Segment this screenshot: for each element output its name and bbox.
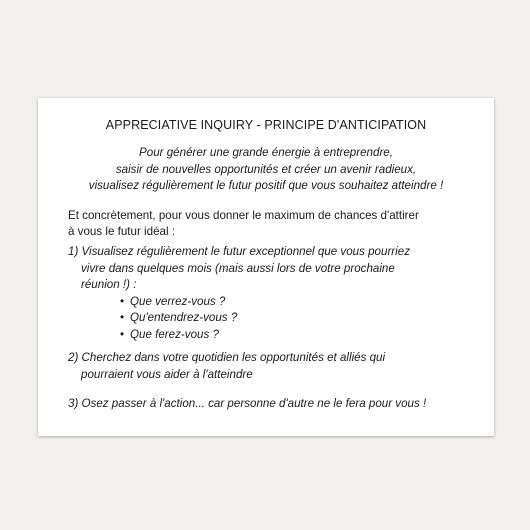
- question-item: [120, 294, 410, 311]
- question-text: Qu'entendrez-vous ?: [130, 311, 238, 324]
- lead-line: à vous le futur idéal :: [68, 224, 175, 238]
- step-3: [68, 396, 426, 413]
- question-item: [120, 310, 410, 327]
- intro-line: Pour générer une grande énergie à entreprendre,: [139, 146, 393, 159]
- lead-line: Et concrètement, pour vous donner le maximum de chances d'attirer: [68, 209, 419, 222]
- intro-line: visualisez régulièrement le futur positif que vous souhaitez atteindre !: [88, 179, 444, 192]
- bullet-icon: •: [120, 294, 125, 308]
- step-1-line: réunion !) :: [81, 278, 137, 291]
- question-item: [120, 327, 410, 344]
- question-text: Que ferez-vous ?: [130, 327, 219, 341]
- step-2: [68, 350, 385, 383]
- bullet-icon: •: [120, 327, 125, 341]
- step-2-line: 2) Cherchez dans votre quotidien les opportunités et alliés qui: [68, 351, 386, 364]
- step-3-line: 3) Osez passer à l'action... car personne d'autre ne le fera pour vous !: [68, 397, 427, 410]
- step-2-line: pourraient vous aider à l'atteindre: [81, 367, 253, 381]
- question-text: Que verrez-vous ?: [130, 294, 226, 308]
- card-title: APPRECIATIVE INQUIRY - PRINCIPE D'ANTICIPATION: [105, 118, 427, 132]
- step-1-line: vivre dans quelques mois (mais aussi lors de votre prochaine: [81, 261, 395, 275]
- lead-paragraph: [68, 208, 419, 239]
- postcard: [38, 98, 494, 436]
- step-1: [68, 244, 410, 343]
- intro-text: [38, 145, 494, 195]
- step-1-line: 1) Visualisez régulièrement le futur exceptionnel que vous pourriez: [68, 245, 410, 258]
- bullet-icon: •: [120, 311, 125, 324]
- intro-line: saisir de nouvelles opportunités et créer un avenir radieux,: [115, 162, 417, 176]
- question-list: [68, 294, 410, 344]
